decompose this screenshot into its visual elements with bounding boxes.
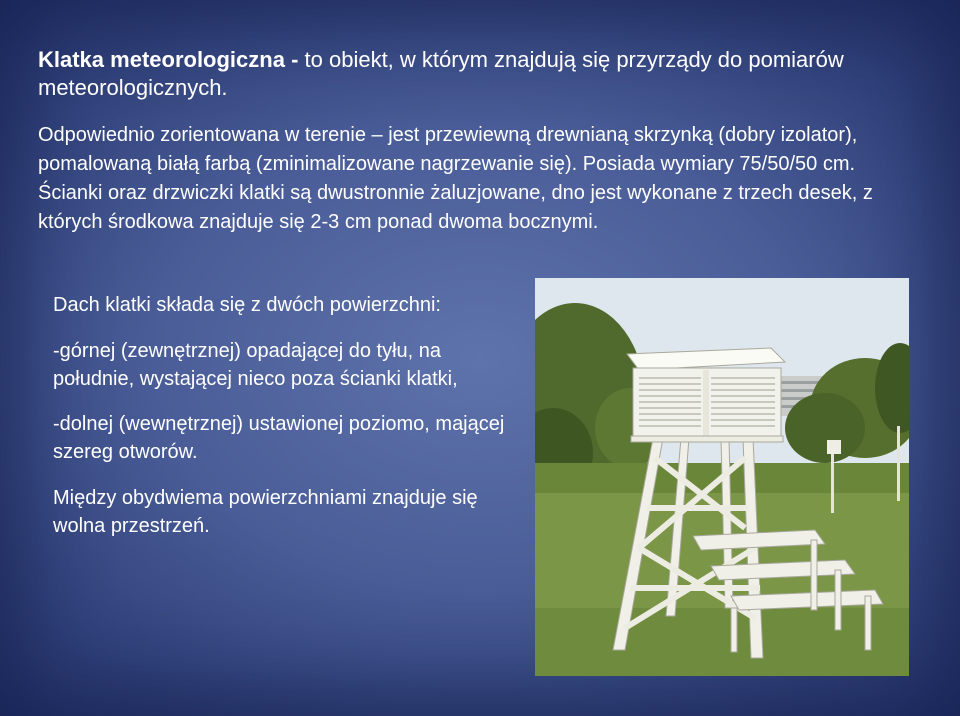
roof-upper-surface: -górnej (zewnętrznej) opadającej do tyłu, na południe, wystającej nieco poza ścianki klatki,: [53, 340, 458, 390]
heading-term: Klatka meteorologiczna: [38, 47, 285, 72]
slide-heading: [38, 46, 918, 102]
roof-intro: Dach klatki składa się z dwóch powierzchni:: [53, 294, 441, 316]
description-paragraph: Odpowiednio zorientowana w terenie – jest przewiewną drewnianą skrzynką (dobry izolator), pomalowaną białą farbą (zminimalizowane nagrzewanie się). Posiada wymiary 75/50/50 cm. Ścianki oraz drzwiczki klatki są dwustronnie żaluzjowane, dno jest wykonane z trzech desek, z których środkowa znajduje się 2-3 cm ponad dwoma bocznymi.: [38, 124, 873, 233]
heading-dash: -: [284, 47, 305, 72]
weather-screen-photo: [535, 278, 909, 676]
roof-gap: Między obydwiema powierzchniami znajduje się wolna przestrzeń.: [53, 487, 478, 537]
roof-description: [53, 291, 523, 540]
roof-lower-surface: -dolnej (wewnętrznej) ustawionej poziomo, mającej szereg otworów.: [53, 413, 505, 463]
weather-screen-illustration: [535, 278, 909, 676]
heading-definition: to obiekt, w którym znajdują się przyrządy do pomiarów meteorologicznych.: [38, 47, 844, 100]
